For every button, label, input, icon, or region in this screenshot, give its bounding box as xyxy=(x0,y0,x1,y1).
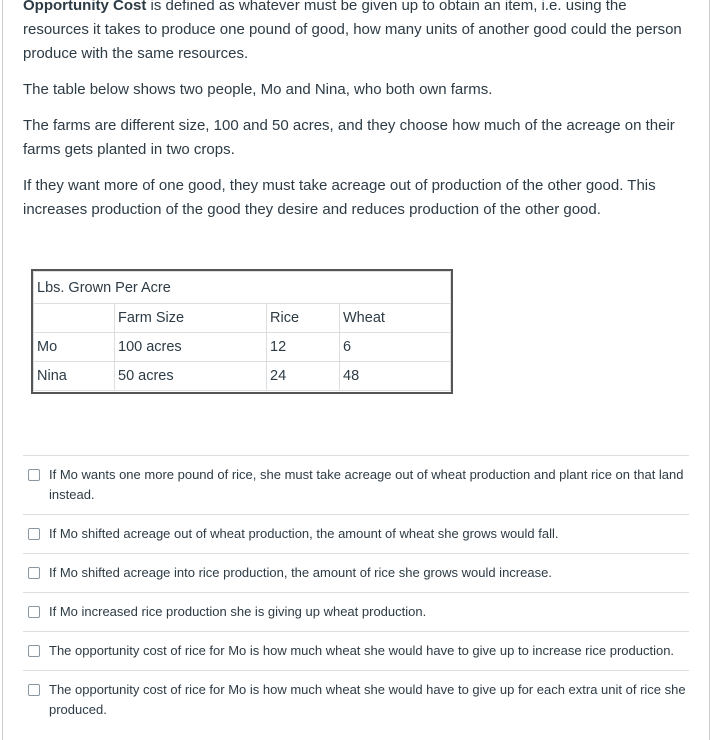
answer-list xyxy=(23,455,689,729)
intro-paragraph-2: The table below shows two people, Mo and Nina, who both own farms. xyxy=(23,81,493,98)
answer-label: The opportunity cost of rice for Mo is how much wheat she would have to give up to increase rice production. xyxy=(49,643,675,658)
answer-option-5[interactable] xyxy=(23,631,689,670)
table-cell-name: Mo xyxy=(34,333,115,362)
answer-label: If Mo shifted acreage into rice production, the amount of rice she grows would increase. xyxy=(49,565,552,580)
answer-label: If Mo wants one more pound of rice, she must take acreage out of wheat production and plant rice on that land instead. xyxy=(49,467,684,502)
table-row xyxy=(34,362,451,391)
table-cell-wheat: 48 xyxy=(340,362,451,391)
definition-term: Opportunity Cost xyxy=(23,0,147,14)
table-header-wheat: Wheat xyxy=(340,304,451,333)
answer-label: If Mo shifted acreage out of wheat production, the amount of wheat she grows would fall. xyxy=(49,526,559,541)
crop-table xyxy=(31,269,453,394)
answer-label: If Mo increased rice production she is giving up wheat production. xyxy=(49,604,427,619)
checkbox-icon[interactable] xyxy=(28,528,40,540)
table-header-rice: Rice xyxy=(267,304,340,333)
definition-text: is defined as whatever must be given up to obtain an item, i.e. using the resources it takes to produce one pound of good, how many units of another good could the person produce with the same resources. xyxy=(23,0,682,62)
intro-paragraph-3: The farms are different size, 100 and 50 acres, and they choose how much of the acreage on their farms gets planted in two crops. xyxy=(23,117,675,158)
checkbox-icon[interactable] xyxy=(28,469,40,481)
table-header-cell xyxy=(34,304,115,333)
checkbox-icon[interactable] xyxy=(28,606,40,618)
table-caption: Lbs. Grown Per Acre xyxy=(34,272,451,304)
definition-paragraph xyxy=(23,0,691,66)
answer-option-4[interactable] xyxy=(23,592,689,631)
checkbox-icon[interactable] xyxy=(28,567,40,579)
table-cell-name: Nina xyxy=(34,362,115,391)
answer-option-3[interactable] xyxy=(23,553,689,592)
table-header-row xyxy=(34,304,451,333)
answer-label: The opportunity cost of rice for Mo is how much wheat she would have to give up for each extra unit of rice she produced. xyxy=(49,682,686,717)
table-cell-farm-size: 100 acres xyxy=(115,333,267,362)
question-text xyxy=(23,0,691,234)
table-header-farm-size: Farm Size xyxy=(115,304,267,333)
table-cell-rice: 24 xyxy=(267,362,340,391)
checkbox-icon[interactable] xyxy=(28,645,40,657)
answer-option-6[interactable] xyxy=(23,670,689,729)
answer-option-2[interactable] xyxy=(23,514,689,553)
table-row xyxy=(34,333,451,362)
table-cell-rice: 12 xyxy=(267,333,340,362)
table-cell-wheat: 6 xyxy=(340,333,451,362)
table-cell-farm-size: 50 acres xyxy=(115,362,267,391)
checkbox-icon[interactable] xyxy=(28,684,40,696)
answer-option-1[interactable] xyxy=(23,455,689,514)
intro-paragraph-4: If they want more of one good, they must take acreage out of production of the other good. This increases production of the good they desire and reduces production of the other good. xyxy=(23,177,656,218)
